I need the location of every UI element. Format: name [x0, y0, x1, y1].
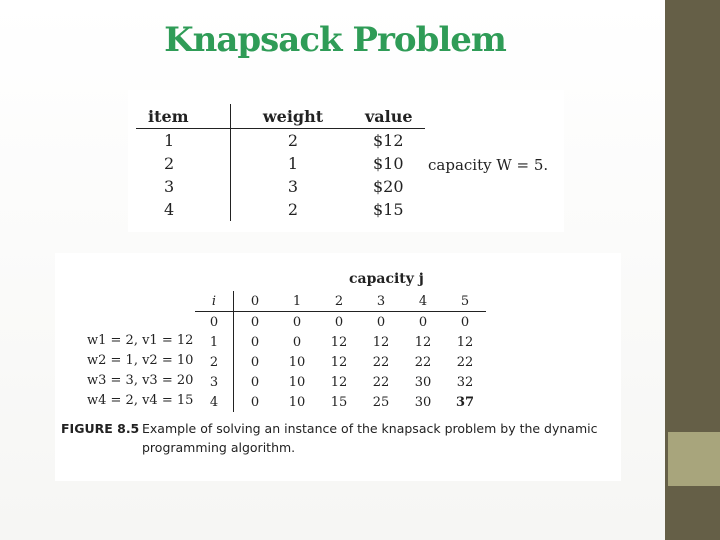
- table-cell: 12: [330, 374, 348, 390]
- table-cell: 12: [414, 334, 432, 350]
- table-cell: 22: [372, 354, 390, 370]
- list-item: w1 = 2, v1 = 12: [87, 333, 194, 348]
- table-cell: 0: [292, 314, 302, 330]
- table-row: [195, 332, 486, 352]
- table-cell: 0: [250, 374, 260, 390]
- table-cell: 12: [372, 334, 390, 350]
- table-cell: 25: [372, 394, 390, 410]
- table-cell: 10: [288, 374, 306, 390]
- table-cell: 10: [288, 354, 306, 370]
- dp-header-row: [195, 291, 486, 312]
- table-cell: 10: [288, 394, 306, 410]
- table-cell: 0: [376, 314, 386, 330]
- table-cell: 0: [250, 314, 260, 330]
- table-cell: 22: [414, 354, 432, 370]
- capacity-note: capacity W = 5.: [428, 156, 549, 174]
- table-cell: 30: [414, 394, 432, 410]
- value-cell: $12: [373, 131, 404, 150]
- weight-cell: 2: [231, 198, 356, 221]
- caption-text-line1: Example of solving an instance of the knapsack problem by the dynamic: [142, 421, 598, 436]
- optimal-value-cell: 37: [455, 394, 475, 410]
- value-cell: $15: [373, 200, 404, 219]
- list-item: w4 = 2, v4 = 15: [87, 393, 194, 408]
- table-row: [195, 372, 486, 392]
- table-cell: 0: [250, 334, 260, 350]
- table-row: [136, 198, 425, 221]
- item-cell: 1: [164, 131, 175, 150]
- value-cell: $20: [373, 177, 404, 196]
- header-value: value: [355, 104, 425, 129]
- weight-cell: 1: [231, 152, 356, 175]
- table-cell: 0: [292, 334, 302, 350]
- items-panel: [128, 90, 564, 232]
- table-row: [195, 312, 486, 333]
- row-index: 2: [195, 352, 234, 372]
- table-cell: 12: [330, 334, 348, 350]
- caption-label: FIGURE 8.5: [61, 421, 140, 436]
- column-header: 5: [444, 291, 486, 312]
- column-header: 4: [402, 291, 444, 312]
- slide-title: Knapsack Problem: [164, 20, 506, 60]
- table-cell: 0: [250, 394, 260, 410]
- item-cell: 2: [164, 154, 175, 173]
- table-cell: 15: [330, 394, 348, 410]
- caption-text-line2: programming algorithm.: [142, 440, 296, 455]
- list-item: w2 = 1, v2 = 10: [87, 353, 194, 368]
- row-index: 1: [195, 332, 234, 352]
- item-cell: 3: [164, 177, 175, 196]
- row-index: 0: [195, 312, 234, 333]
- column-header: 3: [360, 291, 402, 312]
- sidebar-accent-block: [668, 432, 720, 486]
- list-item: w3 = 3, v3 = 20: [87, 373, 194, 388]
- table-row: [195, 352, 486, 372]
- value-cell: $10: [373, 154, 404, 173]
- items-header-row: [136, 104, 425, 129]
- header-item: item: [136, 104, 231, 129]
- table-row: [195, 392, 486, 412]
- dp-figure: [55, 253, 621, 481]
- weight-cell: 2: [231, 129, 356, 153]
- column-header: 0: [234, 291, 277, 312]
- weights-values-list: [87, 331, 193, 411]
- capacity-header: capacity j: [349, 271, 424, 287]
- figure-caption: [61, 419, 611, 457]
- table-cell: 0: [334, 314, 344, 330]
- dp-table: [195, 291, 486, 412]
- row-index: 3: [195, 372, 234, 392]
- table-cell: 22: [372, 374, 390, 390]
- column-header: 2: [318, 291, 360, 312]
- table-cell: 22: [456, 354, 474, 370]
- table-cell: 0: [418, 314, 428, 330]
- row-index: 4: [195, 392, 234, 412]
- table-row: [136, 129, 425, 153]
- table-cell: 32: [456, 374, 474, 390]
- weight-cell: 3: [231, 175, 356, 198]
- table-cell: 0: [460, 314, 470, 330]
- table-cell: 12: [330, 354, 348, 370]
- table-cell: 30: [414, 374, 432, 390]
- row-index-label: i: [195, 291, 234, 312]
- item-cell: 4: [164, 200, 175, 219]
- table-row: [136, 152, 425, 175]
- items-table: [136, 104, 425, 221]
- table-cell: 0: [250, 354, 260, 370]
- table-row: [136, 175, 425, 198]
- table-cell: 12: [456, 334, 474, 350]
- column-header: 1: [276, 291, 318, 312]
- header-weight: weight: [231, 104, 356, 129]
